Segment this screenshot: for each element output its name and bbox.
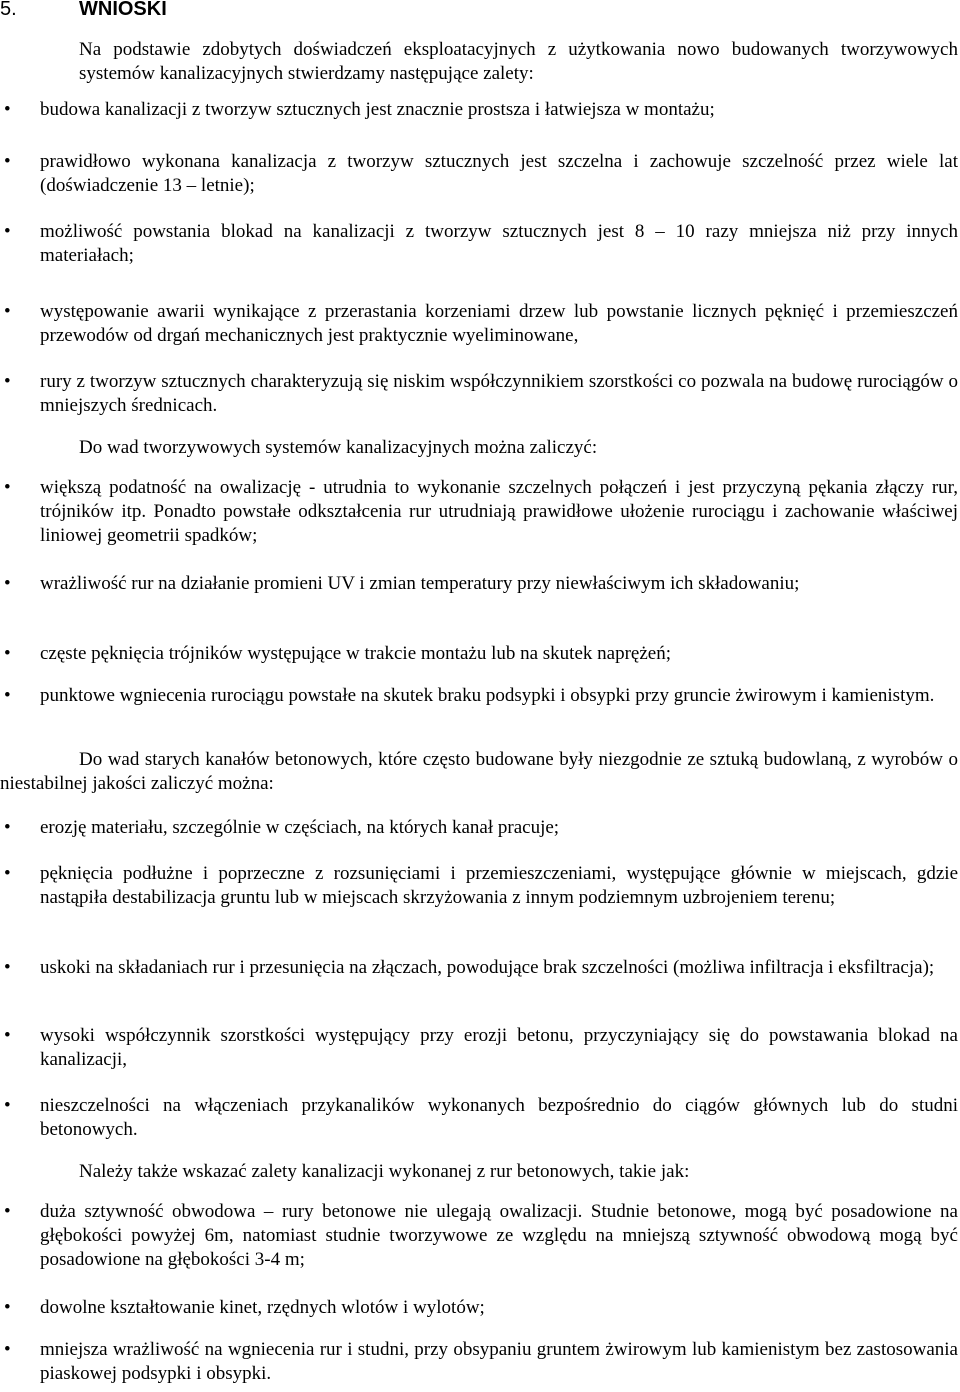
list-item-text: pęknięcia podłużne i poprzeczne z rozsunięciami i przemieszczeniami, występujące głównie w miejscach, gdzie nastąpiła destabilizacja gruntu lub w miejscach skrzyżowania z innym podziemnym uzbrojeniem terenu; [40,863,958,908]
bullet-icon: • [4,221,11,242]
bullet-icon: • [4,643,11,664]
concrete-advantages-intro: Należy także wskazać zalety kanalizacji wykonanej z rur betonowych, takie jak: [79,1161,690,1182]
list-item-text: wysoki współczynnik szorstkości występujący przy erozji betonu, przyczyniający się do powstawania blokad na kanalizacji, [40,1025,958,1070]
bullet-icon: • [4,1201,11,1222]
section-heading [0,0,167,22]
section-title: WNIOSKI [79,0,167,20]
list-item-text: budowa kanalizacji z tworzyw sztucznych jest znacznie prostsza i łatwiejsza w montażu; [40,99,715,120]
list-item-text: erozję materiału, szczególnie w częściach, na których kanał pracuje; [40,817,560,838]
list-item-text: nieszczelności na włączeniach przykanalików wykonanych bezpośrednio do ciągów głównych lub do studni betonowych. [40,1095,958,1140]
bullet-icon: • [4,1297,11,1318]
list-item-text: częste pęknięcia trójników występujące w trakcie montażu lub na skutek naprężeń; [40,643,671,664]
list-item-text: dowolne kształtowanie kinet, rzędnych wlotów i wylotów; [40,1297,485,1318]
list-item-text: duża sztywność obwodowa – rury betonowe nie ulegają owalizacji. Studnie betonowe, mogą być posadowione na głębokości powyżej 6m, natomiast studnie tworzywowe ze względu na mniejszą sztywność obwodową mogą być posadowione na głębokości 3-4 m; [40,1201,958,1270]
bullet-icon: • [4,957,11,978]
bullet-icon: • [4,1339,11,1360]
list-item-text: prawidłowo wykonana kanalizacja z tworzyw sztucznych jest szczelna i zachowuje szczelność przez wiele lat (doświadczenie 13 – letnie); [40,151,958,196]
concrete-defects-intro: Do wad starych kanałów betonowych, które często budowane były niezgodnie ze sztuką budowlaną, z wyrobów o niestabilnej jakości zaliczyć można: [0,749,958,794]
list-item-text: możliwość powstania blokad na kanalizacji z tworzyw sztucznych jest 8 – 10 razy mniejsza niż przy innych materiałach; [40,221,958,266]
bullet-icon: • [4,685,11,706]
list-item-text: występowanie awarii wynikające z przerastania korzeniami drzew lub powstanie licznych pęknięć i przemieszczeń przewodów od drgań mechanicznych jest praktycznie wyeliminowane, [40,301,958,346]
bullet-icon: • [4,1025,11,1046]
bullet-icon: • [4,99,11,120]
bullet-icon: • [4,371,11,392]
bullet-icon: • [4,301,11,322]
bullet-icon: • [4,1095,11,1116]
bullet-icon: • [4,151,11,172]
bullet-icon: • [4,817,11,838]
list-item-text: rury z tworzyw sztucznych charakteryzują się niskim współczynnikiem szorstkości co pozwala na budowę rurociągów o mniejszych średnicach. [40,371,958,416]
list-item-text: większą podatność na owalizację - utrudnia to wykonanie szczelnych połączeń i jest przyczyną pękania złączy rur, trójników itp. Ponadto powstałe odkształcenia rur utrudniają prawidłowe ułożenie rurociągu i zachowanie właściwej liniowej geometrii spadków; [40,477,958,546]
bullet-icon: • [4,477,11,498]
list-item-text: mniejsza wrażliwość na wgniecenia rur i studni, przy obsypaniu gruntem żwirowym lub kamienistym bez zastosowania piaskowej podsypki i obsypki. [40,1339,958,1384]
section-number: 5. [0,0,17,20]
bullet-icon: • [4,573,11,594]
list-item-text: wrażliwość rur na działanie promieni UV i zmian temperatury przy niewłaściwym ich składowaniu; [40,573,800,594]
plastic-defects-intro: Do wad tworzywowych systemów kanalizacyjnych można zaliczyć: [79,437,598,458]
list-item-text: uskoki na składaniach rur i przesunięcia na złączach, powodujące brak szczelności (możliwa infiltracja i eksfiltracja); [40,957,935,978]
intro-paragraph: Na podstawie zdobytych doświadczeń eksploatacyjnych z użytkowania nowo budowanych tworzywowych systemów kanalizacyjnych stwierdzamy następujące zalety: [79,39,958,84]
list-item-text: punktowe wgniecenia rurociągu powstałe na skutek braku podsypki i obsypki przy gruncie żwirowym i kamienistym. [40,685,935,706]
bullet-icon: • [4,863,11,884]
